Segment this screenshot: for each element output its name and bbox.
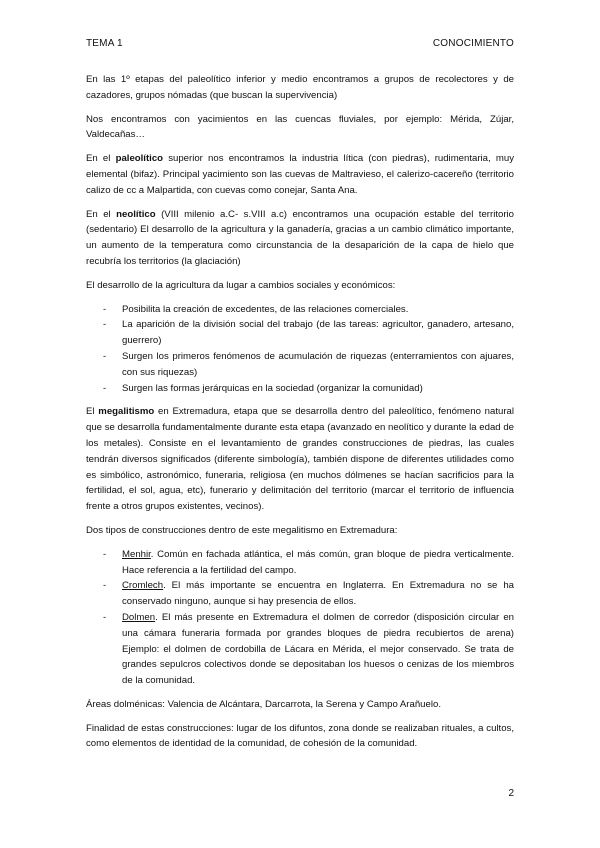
list-item: - La aparición de la división social del trabajo (de las tareas: agricultor, ganadero, artesano, guerrero) bbox=[86, 317, 514, 349]
paragraph-areas: Áreas dolménicas: Valencia de Alcántara, Darcarrota, la Serena y Campo Arañuelo. bbox=[86, 698, 441, 710]
header-subject: CONOCIMIENTO bbox=[432, 38, 514, 49]
paragraph-neolitico: En el neolítico (VIII milenio a.C- s.VIII a.c) encontramos una ocupación estable del territorio (sedentario) El desarrollo de la agricultura y la ganadería, gracias a un cambio climático importante, un aumento de la temperatura como circunstancia de la desaparición de la capa de hielo que recubría los territorios (la glaciación) bbox=[86, 208, 514, 267]
list-construcciones bbox=[86, 547, 514, 689]
list-item: - Posibilita la creación de excedentes, de las relaciones comerciales. bbox=[86, 302, 514, 318]
paragraph-finalidad: Finalidad de estas construcciones: lugar de los difuntos, zona donde se realizaban rituales, a cultos, como elementos de identidad de la comunidad, de cohesión de la comunidad. bbox=[86, 722, 514, 750]
page-number: 2 bbox=[508, 788, 514, 799]
term-neolitico: neolítico bbox=[116, 208, 156, 220]
paragraph-cambios: El desarrollo de la agricultura da lugar a cambios sociales y económicos: bbox=[86, 279, 396, 291]
paragraph-paleolitico-superior: En el paleolítico superior nos encontramos la industria lítica (con piedras), rudimentaria, muy elemental (bifaz). Principal yacimiento son las cuevas de Maltravieso, el calerizo-cacereño (territorio calizo de cc a Malpartida, con cuevas como conejar, Santa Ana. bbox=[86, 153, 514, 196]
term-megalitismo: megalitismo bbox=[98, 406, 155, 418]
list-item-cromlech: - Cromlech. El más importante se encuentra en Inglaterra. En Extremadura no se ha conservado ninguno, aunque si hay presencia de ellos. bbox=[86, 578, 514, 610]
term-paleolitico: paleolítico bbox=[115, 153, 164, 165]
paragraph-megalitismo: El megalitismo en Extremadura, etapa que se desarrolla dentro del paleolítico, fenómeno natural que se desarrolla fundamentalmente durante esta etapa (avanzado en neolítico y durante la edad de los metales). Consiste en el levantamiento de grandes construcciones de piedras, las cuales tendrán diversos significados (diferente simbología), también dispone de diferentes utilidades como es simbólico, astronómico, funeraria, religiosa (en muchos dólmenes se hacían sacrificios para la fertilidad, el sol, agua, etc), funerario y delimitación del territorio (marcar el territorio de influencia frente a otros grupos existentes, vecinos). bbox=[86, 406, 514, 513]
header-topic: TEMA 1 bbox=[86, 38, 123, 49]
list-item-menhir: - Menhir. Común en fachada atlántica, el más común, gran bloque de piedra verticalmente. Hace referencia a la fertilidad del campo. bbox=[86, 547, 514, 579]
list-cambios bbox=[86, 302, 514, 397]
list-item: - Surgen las formas jerárquicas en la sociedad (organizar la comunidad) bbox=[86, 381, 514, 397]
document-body bbox=[86, 72, 514, 760]
paragraph-yacimientos: Nos encontramos con yacimientos en las cuencas fluviales, por ejemplo: Mérida, Zújar, Valdecañas… bbox=[86, 113, 514, 141]
list-item: - Surgen los primeros fenómenos de acumulación de riquezas (enterramientos con ajuares, con sus riquezas) bbox=[86, 349, 514, 381]
page-header bbox=[86, 38, 514, 49]
list-item-dolmen: - Dolmen. El más presente en Extremadura el dolmen de corredor (disposición circular en una cámara funeraria formada por grandes bloques de piedra recubiertos de arena) Ejemplo: el dolmen de cordobilla de Lácara en Mérida, el mejor conservado. Se trata de grandes sepulcros colectivos donde se depositaban los huesos o cenizas de los miembros de la comunidad. bbox=[86, 610, 514, 689]
paragraph-tipos: Dos tipos de construcciones dentro de este megalitismo en Extremadura: bbox=[86, 524, 398, 536]
paragraph-paleolitico-inferior: En las 1º etapas del paleolítico inferior y medio encontramos a grupos de recolectores y de cazadores, grupos nómadas (que buscan la supervivencia) bbox=[86, 74, 514, 101]
